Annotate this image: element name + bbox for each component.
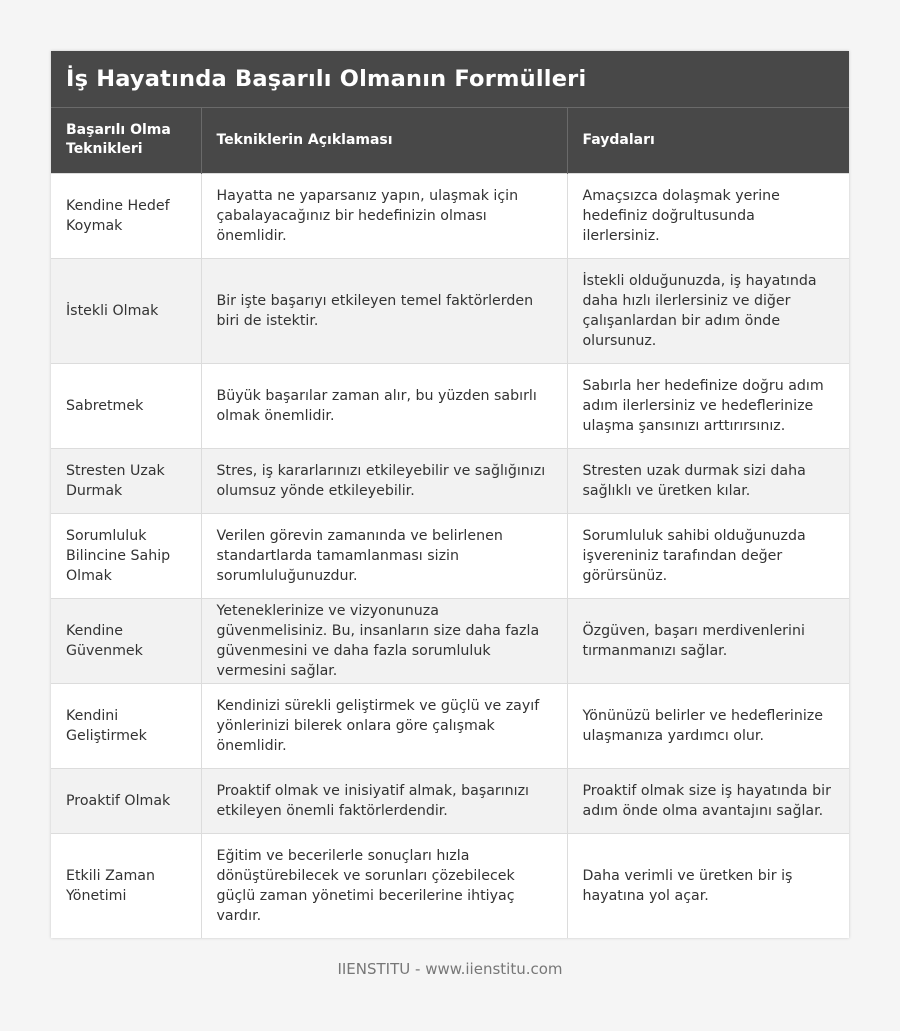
cell-technique: Kendine Hedef Koymak xyxy=(51,173,201,258)
column-header-technique: Başarılı Olma Teknikleri xyxy=(51,108,201,173)
table-row xyxy=(51,173,849,258)
cell-benefit: Sorumluluk sahibi olduğunuzda işvereniniz tarafından değer görürsünüz. xyxy=(567,513,849,598)
table-card xyxy=(51,51,849,938)
page-title: İş Hayatında Başarılı Olmanın Formülleri xyxy=(66,66,587,92)
cell-technique: İstekli Olmak xyxy=(51,258,201,363)
cell-description: Proaktif olmak ve inisiyatif almak, başarınızı etkileyen önemli faktörlerdendir. xyxy=(201,768,567,833)
table-row xyxy=(51,768,849,833)
table-row xyxy=(51,833,849,938)
cell-description: Kendinizi sürekli geliştirmek ve güçlü ve zayıf yönlerinizi bilerek onlara göre çalışmak önemlidir. xyxy=(201,683,567,768)
cell-benefit: Sabırla her hedefinize doğru adım adım ilerlersiniz ve hedeflerinize ulaşma şansınızı arttırırsınız. xyxy=(567,363,849,448)
cell-benefit: Proaktif olmak size iş hayatında bir adım önde olma avantajını sağlar. xyxy=(567,768,849,833)
cell-technique: Etkili Zaman Yönetimi xyxy=(51,833,201,938)
table-row xyxy=(51,363,849,448)
cell-technique: Stresten Uzak Durmak xyxy=(51,448,201,513)
cell-benefit: İstekli olduğunuzda, iş hayatında daha hızlı ilerlersiniz ve diğer çalışanlardan bir adım önde olursunuz. xyxy=(567,258,849,363)
table-header-row xyxy=(51,108,849,173)
column-header-description: Tekniklerin Açıklaması xyxy=(201,108,567,173)
cell-description: Verilen görevin zamanında ve belirlenen standartlarda tamamlanması sizin sorumluluğunuzdur. xyxy=(201,513,567,598)
column-header-benefits: Faydaları xyxy=(567,108,849,173)
table-row xyxy=(51,258,849,363)
cell-benefit: Stresten uzak durmak sizi daha sağlıklı ve üretken kılar. xyxy=(567,448,849,513)
cell-technique: Kendine Güvenmek xyxy=(51,598,201,683)
cell-benefit: Amaçsızca dolaşmak yerine hedefiniz doğrultusunda ilerlersiniz. xyxy=(567,173,849,258)
techniques-table xyxy=(51,108,849,938)
cell-benefit: Özgüven, başarı merdivenlerini tırmanmanızı sağlar. xyxy=(567,598,849,683)
table-row xyxy=(51,598,849,683)
cell-benefit: Yönünüzü belirler ve hedeflerinize ulaşmanıza yardımcı olur. xyxy=(567,683,849,768)
cell-description: Hayatta ne yaparsanız yapın, ulaşmak için çabalayacağınız bir hedefinizin olması önemlidir. xyxy=(201,173,567,258)
cell-technique: Kendini Geliştirmek xyxy=(51,683,201,768)
cell-benefit: Daha verimli ve üretken bir iş hayatına yol açar. xyxy=(567,833,849,938)
cell-technique: Sabretmek xyxy=(51,363,201,448)
cell-technique: Sorumluluk Bilincine Sahip Olmak xyxy=(51,513,201,598)
table-row xyxy=(51,448,849,513)
footer-credit: IIENSTITU - www.iienstitu.com xyxy=(337,960,563,978)
cell-description: Yeteneklerinize ve vizyonunuza güvenmelisiniz. Bu, insanların size daha fazla güvenmesini ve daha fazla sorumluluk vermesini sağlar. xyxy=(201,598,567,683)
cell-technique: Proaktif Olmak xyxy=(51,768,201,833)
cell-description: Bir işte başarıyı etkileyen temel faktörlerden biri de istektir. xyxy=(201,258,567,363)
cell-description: Büyük başarılar zaman alır, bu yüzden sabırlı olmak önemlidir. xyxy=(201,363,567,448)
cell-description: Eğitim ve becerilerle sonuçları hızla dönüştürebilecek ve sorunları çözebilecek güçlü zaman yönetimi becerilerine ihtiyaç vardır. xyxy=(201,833,567,938)
table-row xyxy=(51,513,849,598)
cell-description: Stres, iş kararlarınızı etkileyebilir ve sağlığınızı olumsuz yönde etkileyebilir. xyxy=(201,448,567,513)
title-bar xyxy=(51,51,849,108)
table-row xyxy=(51,683,849,768)
